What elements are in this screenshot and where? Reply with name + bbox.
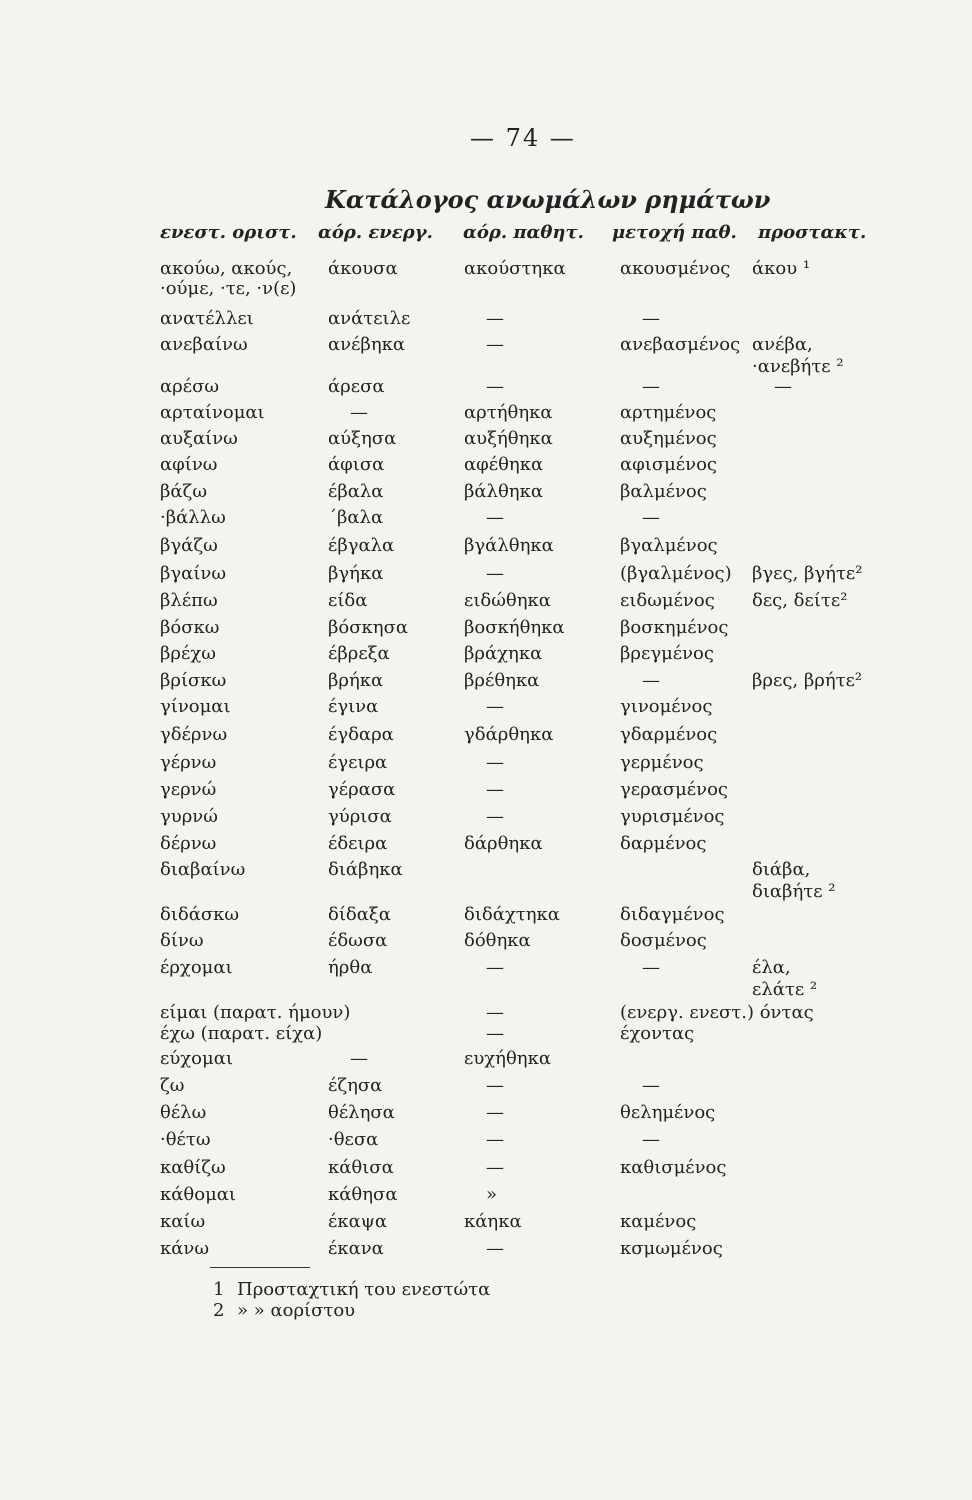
cell-aorist-active: — (350, 402, 368, 423)
cell-aorist-passive: — (486, 696, 504, 717)
cell-aorist-active: βρήκα (328, 670, 384, 691)
cell-aorist-passive: βράχηκα (464, 643, 543, 664)
cell-aorist-active: διάβηκα (328, 859, 403, 880)
cell-participle: αφισμένος (620, 454, 717, 475)
cell-present: αρταίνομαι (160, 402, 265, 423)
cell-imperative: — (774, 376, 792, 397)
cell-aorist-passive: δόθηκα (464, 930, 531, 951)
cell-present: αυξαίνω (160, 428, 238, 449)
cell-present: γέρνω (160, 752, 217, 773)
cell-aorist-passive: — (486, 563, 504, 584)
cell-aorist-active: άκουσα (328, 258, 398, 279)
cell-aorist-passive: κάηκα (464, 1211, 522, 1232)
cell-participle: ακουσμένος (620, 258, 731, 279)
cell-present: γερνώ (160, 779, 217, 800)
cell-aorist-passive: — (486, 1129, 504, 1150)
cell-aorist-active: γέρασα (328, 779, 396, 800)
cell-imperative: ·ανεβήτε ² (752, 356, 844, 377)
cell-aorist-passive: βρέθηκα (464, 670, 540, 691)
cell-aorist-passive: » (486, 1184, 498, 1205)
cell-present: ανατέλλει (160, 308, 254, 329)
header-present: ενεστ. οριστ. (160, 222, 297, 243)
cell-aorist-passive: βοσκήθηκα (464, 617, 565, 638)
cell-participle: γινομένος (620, 696, 713, 717)
cell-imperative: ελάτε ² (752, 979, 818, 1000)
cell-imperative: βγες, βγήτε² (752, 563, 863, 584)
cell-present: γίνομαι (160, 696, 231, 717)
cell-aorist-passive: — (486, 376, 504, 397)
cell-participle: θελημένος (620, 1102, 716, 1123)
cell-imperative: δες, δείτε² (752, 590, 848, 611)
cell-present: βρέχω (160, 643, 216, 664)
cell-aorist-active: ανέβηκα (328, 334, 406, 355)
cell-aorist-passive: βάλθηκα (464, 481, 543, 502)
cell-present: διδάσκω (160, 904, 240, 925)
cell-participle: καμένος (620, 1211, 697, 1232)
page-title: Κατάλογος ανωμάλων ρημάτων (325, 185, 771, 214)
cell-aorist-passive: — (486, 752, 504, 773)
cell-present: γυρνώ (160, 806, 218, 827)
cell-participle: διδαγμένος (620, 904, 725, 925)
cell-participle: δοσμένος (620, 930, 707, 951)
cell-participle: — (642, 507, 660, 528)
footnote-2-number: 2 (213, 1300, 225, 1321)
cell-present: βλέπω (160, 590, 218, 611)
cell-participle: — (642, 670, 660, 691)
cell-aorist-passive: — (486, 507, 504, 528)
cell-aorist-active: — (350, 1048, 368, 1069)
cell-aorist-passive: αυξήθηκα (464, 428, 553, 449)
cell-present: είμαι (παρατ. ήμουν) (160, 1002, 351, 1023)
page-number: — 74 — (470, 124, 576, 152)
cell-aorist-passive: ευχήθηκα (464, 1048, 551, 1069)
cell-present: ·θέτω (160, 1129, 211, 1150)
footnote-2-text: » » αορίστου (237, 1300, 356, 1321)
cell-aorist-active: αύξησα (328, 428, 397, 449)
cell-aorist-active: έκαψα (328, 1211, 388, 1232)
cell-participle: (ενεργ. ενεστ.) όντας (620, 1002, 814, 1023)
cell-participle: αρτημένος (620, 402, 717, 423)
cell-aorist-active: γύρισα (328, 806, 392, 827)
cell-present: αφίνω (160, 454, 218, 475)
cell-participle: βοσκημένος (620, 617, 729, 638)
cell-aorist-passive: αρτήθηκα (464, 402, 553, 423)
cell-aorist-active: άρεσα (328, 376, 385, 397)
cell-present: εύχομαι (160, 1048, 233, 1069)
cell-aorist-passive: βγάλθηκα (464, 535, 554, 556)
cell-present: δέρνω (160, 833, 217, 854)
cell-participle: — (642, 1075, 660, 1096)
cell-participle: αυξημένος (620, 428, 717, 449)
cell-participle: — (642, 308, 660, 329)
cell-aorist-active: έκανα (328, 1238, 384, 1259)
cell-present: ζω (160, 1075, 185, 1096)
cell-present: θέλω (160, 1102, 207, 1123)
cell-aorist-active: θέλησα (328, 1102, 395, 1123)
header-participle: μετοχή παθ. (612, 222, 737, 243)
cell-aorist-active: έβαλα (328, 481, 384, 502)
cell-aorist-passive: — (486, 1075, 504, 1096)
cell-aorist-passive: — (486, 779, 504, 800)
cell-participle: γδαρμένος (620, 724, 718, 745)
cell-aorist-passive: διδάχτηκα (464, 904, 560, 925)
cell-aorist-passive: ειδώθηκα (464, 590, 551, 611)
cell-participle: δαρμένος (620, 833, 707, 854)
cell-aorist-active: κάθησα (328, 1184, 398, 1205)
cell-imperative: βρες, βρήτε² (752, 670, 863, 691)
cell-present: καίω (160, 1211, 206, 1232)
cell-aorist-passive: γδάρθηκα (464, 724, 554, 745)
cell-aorist-active: ΄βαλα (328, 507, 384, 528)
cell-aorist-passive: — (486, 1002, 504, 1023)
cell-present: ακούω, ακούς, (160, 258, 293, 279)
cell-imperative: διαβήτε ² (752, 881, 836, 902)
cell-present: κάνω (160, 1238, 210, 1259)
cell-imperative: άκου ¹ (752, 258, 811, 279)
cell-aorist-active: ανάτειλε (328, 308, 411, 329)
cell-participle: γυρισμένος (620, 806, 725, 827)
cell-aorist-active: έδωσα (328, 930, 388, 951)
cell-aorist-passive: — (486, 334, 504, 355)
cell-aorist-passive: — (486, 1023, 504, 1044)
cell-aorist-passive: — (486, 957, 504, 978)
cell-aorist-active: ·θεσα (328, 1129, 379, 1150)
cell-present: έχω (παρατ. είχα) (160, 1023, 323, 1044)
cell-participle: ειδωμένος (620, 590, 715, 611)
cell-participle: καθισμένος (620, 1157, 727, 1178)
cell-aorist-passive: ακούστηκα (464, 258, 566, 279)
cell-participle: ανεβασμένος (620, 334, 741, 355)
cell-participle: — (642, 1129, 660, 1150)
cell-aorist-passive: αφέθηκα (464, 454, 544, 475)
cell-aorist-active: έβρεξα (328, 643, 390, 664)
cell-present: κάθομαι (160, 1184, 236, 1205)
cell-participle: (βγαλμένος) (620, 563, 732, 584)
cell-present: γδέρνω (160, 724, 228, 745)
cell-aorist-active: έδειρα (328, 833, 388, 854)
cell-aorist-active: δίδαξα (328, 904, 391, 925)
cell-present: δίνω (160, 930, 204, 951)
cell-aorist-passive: — (486, 1157, 504, 1178)
cell-present: ·ούμε, ·τε, ·ν(ε) (160, 278, 297, 299)
cell-aorist-passive: — (486, 308, 504, 329)
cell-aorist-active: βγήκα (328, 563, 384, 584)
cell-participle: κσμωμένος (620, 1238, 723, 1259)
cell-present: βρίσκω (160, 670, 227, 691)
cell-aorist-active: έζησα (328, 1075, 383, 1096)
header-imperative: προστακτ. (758, 222, 867, 243)
cell-aorist-active: άφισα (328, 454, 385, 475)
footnote-divider (210, 1267, 310, 1268)
cell-aorist-active: έγινα (328, 696, 379, 717)
cell-aorist-active: είδα (328, 590, 368, 611)
cell-present: έρχομαι (160, 957, 233, 978)
cell-participle: βγαλμένος (620, 535, 718, 556)
cell-aorist-active: βόσκησα (328, 617, 409, 638)
cell-present: βάζω (160, 481, 207, 502)
cell-present: καθίζω (160, 1157, 226, 1178)
cell-aorist-passive: — (486, 1102, 504, 1123)
cell-participle: έχοντας (620, 1023, 695, 1044)
cell-aorist-active: έβγαλα (328, 535, 395, 556)
cell-present: βγαίνω (160, 563, 226, 584)
cell-participle: βρεγμένος (620, 643, 714, 664)
cell-aorist-passive: — (486, 806, 504, 827)
footnote-1-text: Προσταχτική του ενεστώτα (237, 1279, 491, 1300)
cell-present: ·βάλλω (160, 507, 226, 528)
header-aorist-active: αόρ. ενεργ. (318, 222, 433, 243)
cell-aorist-passive: δάρθηκα (464, 833, 543, 854)
cell-aorist-active: κάθισα (328, 1157, 394, 1178)
cell-participle: — (642, 957, 660, 978)
header-aorist-passive: αόρ. παθητ. (463, 222, 584, 243)
cell-present: διαβαίνω (160, 859, 246, 880)
cell-imperative: ανέβα, (752, 334, 813, 355)
cell-present: ανεβαίνω (160, 334, 248, 355)
cell-present: βόσκω (160, 617, 220, 638)
cell-imperative: διάβα, (752, 859, 811, 880)
footnote-1-number: 1 (213, 1279, 225, 1300)
cell-aorist-active: έγειρα (328, 752, 388, 773)
cell-present: αρέσω (160, 376, 220, 397)
cell-present: βγάζω (160, 535, 218, 556)
cell-participle: γερασμένος (620, 779, 728, 800)
cell-aorist-passive: — (486, 1238, 504, 1259)
cell-aorist-active: ήρθα (328, 957, 373, 978)
cell-aorist-active: έγδαρα (328, 724, 394, 745)
cell-participle: βαλμένος (620, 481, 707, 502)
cell-participle: γερμένος (620, 752, 704, 773)
cell-imperative: έλα, (752, 957, 791, 978)
cell-participle: — (642, 376, 660, 397)
